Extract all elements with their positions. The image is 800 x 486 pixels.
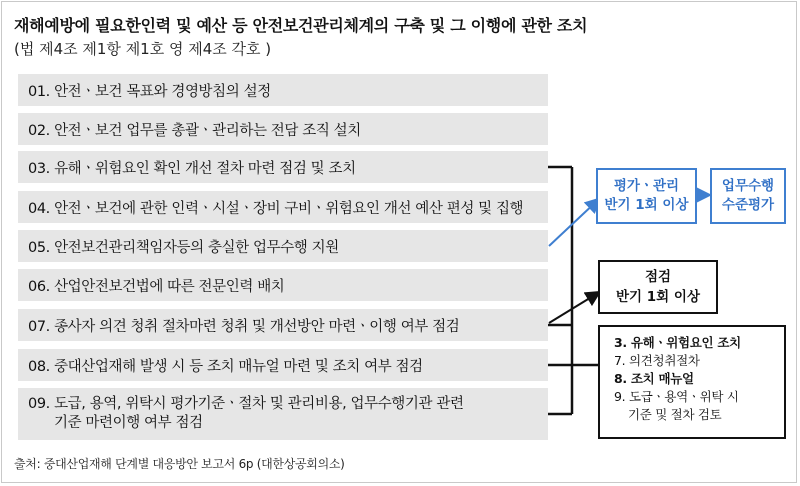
item-09: 09. 도급, 용역, 위탁시 평가기준ㆍ절차 및 관리비용, 업무수행기관 관련 기준 마련이행 여부 점검 — [18, 388, 548, 440]
list-line-1: 3. 유해ㆍ위험요인 조치 — [614, 335, 741, 350]
item-01: 01. 안전ㆍ보건 목표와 경영방침의 설정 — [18, 74, 548, 106]
item-05: 05. 안전보건관리책임자등의 충실한 업무수행 지원 — [18, 230, 548, 262]
list-line-5: 기준 및 절차 검토 — [628, 407, 722, 422]
item-04: 04. 안전ㆍ보건에 관한 인력ㆍ시설ㆍ장비 구비ㆍ위험요인 개선 예산 편성 및 집행 — [18, 191, 548, 223]
diagram-subtitle: (법 제4조 제1항 제1호 영 제4조 각호 ) — [14, 40, 272, 58]
item-07: 07. 종사자 의견 청취 절차마련 청취 및 개선방안 마련ㆍ이행 여부 점검 — [18, 309, 548, 341]
item-08: 08. 중대산업재해 발생 시 등 조치 매뉴얼 마련 및 조치 여부 점검 — [18, 349, 548, 381]
diagram-title: 재해예방에 필요한인력 및 예산 등 안전보건관리체계의 구축 및 그 이행에 관한 조치 — [14, 16, 588, 35]
item-02: 02. 안전ㆍ보건 업무를 총괄ㆍ관리하는 전담 조직 설치 — [18, 113, 548, 145]
eval-box: 평가ㆍ관리 반기 1회 이상 — [596, 168, 697, 224]
check-box: 점검 반기 1회 이상 — [598, 260, 718, 314]
item-06: 06. 산업안전보건법에 따른 전문인력 배치 — [18, 269, 548, 301]
list-line-3: 8. 조치 매뉴얼 — [614, 371, 694, 386]
item-03: 03. 유해ㆍ위험요인 확인 개선 절차 마련 점검 및 조치 — [18, 151, 548, 183]
perf-box: 업무수행 수준평가 — [710, 168, 786, 224]
source-note: 출처: 중대산업재해 단계별 대응방안 보고서 6p (대한상공회의소) — [14, 457, 345, 471]
list-line-2: 7. 의견청취절차 — [614, 353, 700, 368]
list-line-4: 9. 도급ㆍ용역ㆍ위탁 시 — [614, 389, 739, 404]
action-list-box — [598, 325, 786, 439]
